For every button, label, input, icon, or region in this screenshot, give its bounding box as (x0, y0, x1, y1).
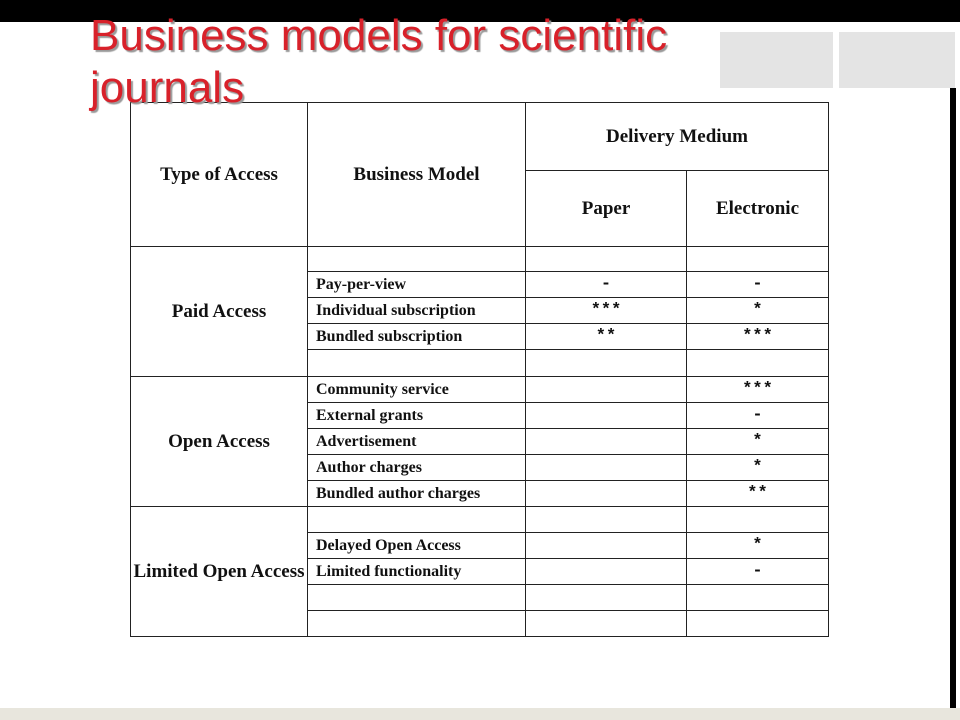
spacer-cell (526, 611, 687, 637)
spacer-cell (687, 585, 829, 611)
electronic-rating: *** (687, 377, 829, 403)
header-electronic: Electronic (687, 171, 829, 247)
electronic-rating: - (687, 272, 829, 298)
group-open-access: Open Access (131, 377, 308, 507)
spacer-cell (308, 247, 526, 272)
paper-rating (526, 403, 687, 429)
electronic-rating: * (687, 455, 829, 481)
right-edge-rule (950, 88, 956, 718)
spacer-cell (308, 611, 526, 637)
model-author-charges: Author charges (308, 455, 526, 481)
header-business-model: Business Model (308, 103, 526, 247)
header-type-of-access: Type of Access (131, 103, 308, 247)
model-external-grants: External grants (308, 403, 526, 429)
spacer-cell (687, 350, 829, 377)
paper-rating (526, 533, 687, 559)
model-bundled-subscription: Bundled subscription (308, 324, 526, 350)
paper-rating (526, 559, 687, 585)
electronic-rating: - (687, 403, 829, 429)
electronic-rating: * (687, 533, 829, 559)
paper-rating (526, 377, 687, 403)
placeholder-box-left (720, 32, 833, 88)
placeholder-box-right (839, 32, 955, 88)
spacer-cell (526, 507, 687, 533)
header-delivery-medium: Delivery Medium (526, 103, 829, 171)
electronic-rating: ** (687, 481, 829, 507)
electronic-rating: *** (687, 324, 829, 350)
model-community-service: Community service (308, 377, 526, 403)
group-limited-open-access: Limited Open Access (131, 507, 308, 637)
group-paid-access: Paid Access (131, 247, 308, 377)
header-paper: Paper (526, 171, 687, 247)
spacer-cell (526, 350, 687, 377)
paper-rating (526, 455, 687, 481)
model-delayed-open-access: Delayed Open Access (308, 533, 526, 559)
model-pay-per-view: Pay-per-view (308, 272, 526, 298)
paper-rating: *** (526, 298, 687, 324)
model-limited-functionality: Limited functionality (308, 559, 526, 585)
spacer-cell (308, 585, 526, 611)
electronic-rating: - (687, 559, 829, 585)
bottom-strip (0, 708, 960, 720)
electronic-rating: * (687, 429, 829, 455)
spacer-cell (308, 507, 526, 533)
spacer-cell (687, 247, 829, 272)
paper-rating (526, 481, 687, 507)
slide-title: Business models for scientific journals (90, 11, 668, 112)
paper-rating: ** (526, 324, 687, 350)
business-models-table (130, 102, 829, 637)
paper-rating (526, 429, 687, 455)
spacer-cell (687, 611, 829, 637)
paper-rating: - (526, 272, 687, 298)
model-individual-subscription: Individual subscription (308, 298, 526, 324)
spacer-cell (526, 585, 687, 611)
spacer-cell (308, 350, 526, 377)
model-advertisement: Advertisement (308, 429, 526, 455)
spacer-cell (687, 507, 829, 533)
spacer-cell (526, 247, 687, 272)
model-bundled-author-charges: Bundled author charges (308, 481, 526, 507)
electronic-rating: * (687, 298, 829, 324)
